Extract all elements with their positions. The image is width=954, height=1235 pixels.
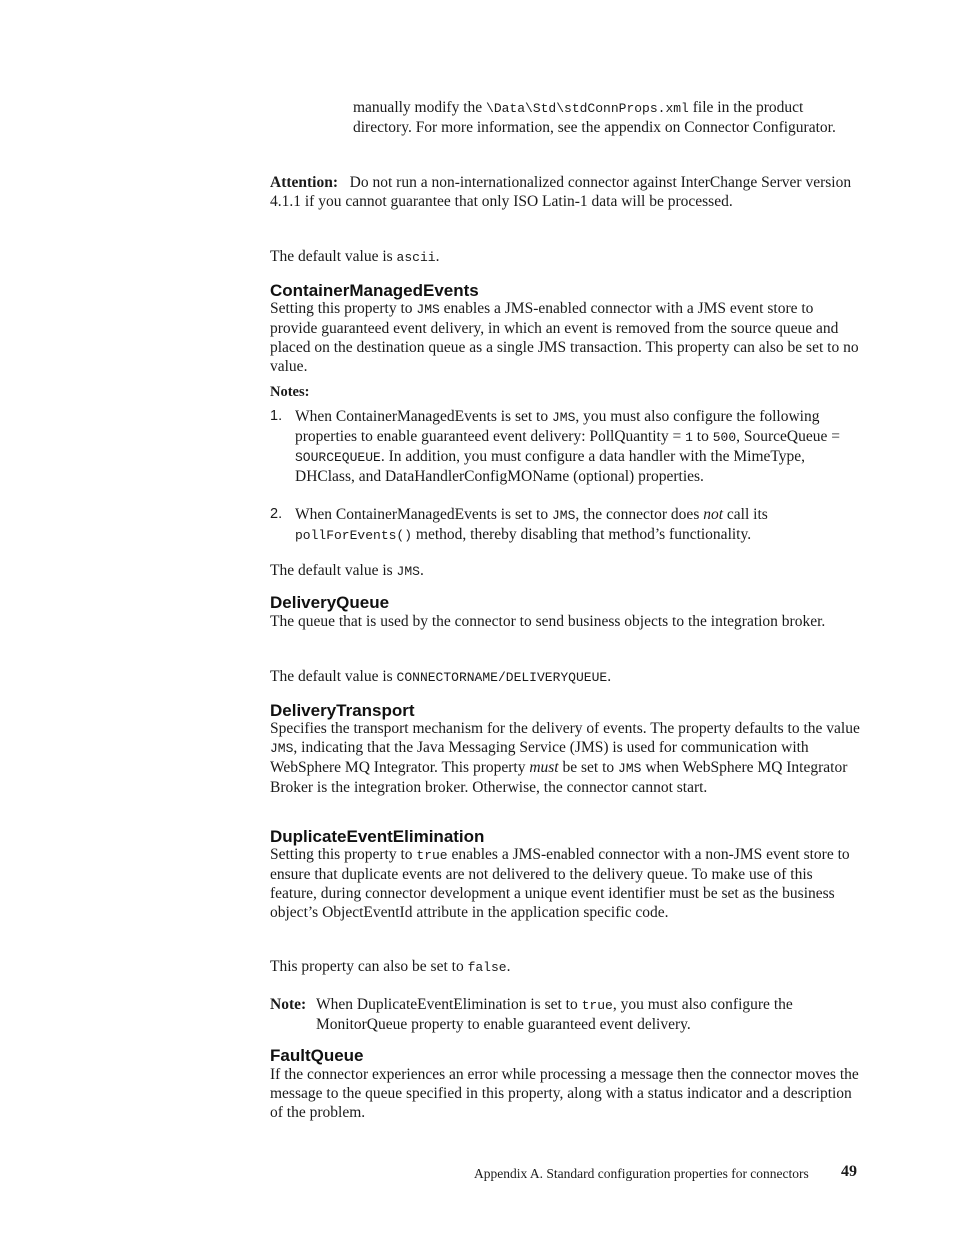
default-value-jms: The default value is JMS. — [270, 562, 424, 579]
dt-paragraph: Specifies the transport mechanism for the delivery of events. The property defaults to the value JMS, indicating that the Java Messaging Service (JMS) is used for communication with WebSphere MQ Integrator. This property must be set to JMS when WebSphere MQ Integrator Broker is the integration broker. Otherwise, the connector cannot start. — [270, 720, 860, 796]
note-label: Note: — [270, 996, 307, 1013]
dee-paragraph-2: This property can also be set to false. — [270, 958, 511, 975]
note-1-number: 1. — [270, 408, 283, 424]
dee-paragraph: Setting this property to true enables a JMS-enabled connector with a non-JMS event store to ensure that duplicate events are not delivered to the delivery queue. To make use of this feature, during connector development a unique event identifier must be set as the business object’s ObjectEventId attribute in the application specific code. — [270, 846, 850, 921]
default-value-ascii: The default value is ascii. — [270, 248, 440, 265]
dq-paragraph: The queue that is used by the connector to send business objects to the integration broker. — [270, 613, 826, 630]
note-2-number: 2. — [270, 506, 283, 522]
heading-delivery-transport: DeliveryTransport — [270, 701, 415, 720]
attention-label: Attention: — [270, 174, 339, 191]
attention-paragraph: Attention: Do not run a non-internationalized connector against InterChange Server version 4.1.1 if you cannot guarantee that only ISO Latin-1 data will be processed. — [270, 174, 852, 210]
note-text: When DuplicateEventElimination is set to true, you must also configure the MonitorQueue property to enable guaranteed event delivery. — [316, 996, 793, 1033]
page-number: 49 — [841, 1163, 857, 1180]
intro-paragraph: manually modify the \Data\Std\stdConnProps.xml file in the product directory. For more information, see the appendix on Connector Configurator. — [353, 99, 836, 136]
note-2-text: When ContainerManagedEvents is set to JMS, the connector does not call its pollForEvents() method, thereby disabling that method’s functionality. — [295, 506, 768, 543]
notes-label: Notes: — [270, 384, 310, 400]
note-1-text: When ContainerManagedEvents is set to JMS, you must also configure the following properties to enable guaranteed event delivery: PollQuantity = 1 to 500, SourceQueue = SOURCEQUEUE. In addition, you must configure a data handler with the MimeType, DHClass, and DataHandlerConfigMOName (optional) properties. — [295, 408, 840, 485]
heading-container-managed-events: ContainerManagedEvents — [270, 281, 479, 300]
heading-duplicate-event-elimination: DuplicateEventElimination — [270, 827, 485, 846]
default-value-deliveryqueue: The default value is CONNECTORNAME/DELIVERYQUEUE. — [270, 668, 612, 685]
fq-paragraph: If the connector experiences an error while processing a message then the connector moves the message to the queue specified in this property, along with a status indicator and a description of the problem. — [270, 1066, 859, 1121]
inline-code: \Data\Std\stdConnProps.xml — [486, 101, 689, 116]
heading-fault-queue: FaultQueue — [270, 1046, 364, 1065]
cme-paragraph: Setting this property to JMS enables a JMS-enabled connector with a JMS event store to provide guaranteed event delivery, in which an event is removed from the source queue and placed on the destination queue as a single JMS transaction. This property can also be set to no value. — [270, 300, 859, 375]
page-footer: Appendix A. Standard configuration properties for connectors — [474, 1166, 809, 1181]
heading-delivery-queue: DeliveryQueue — [270, 593, 390, 612]
